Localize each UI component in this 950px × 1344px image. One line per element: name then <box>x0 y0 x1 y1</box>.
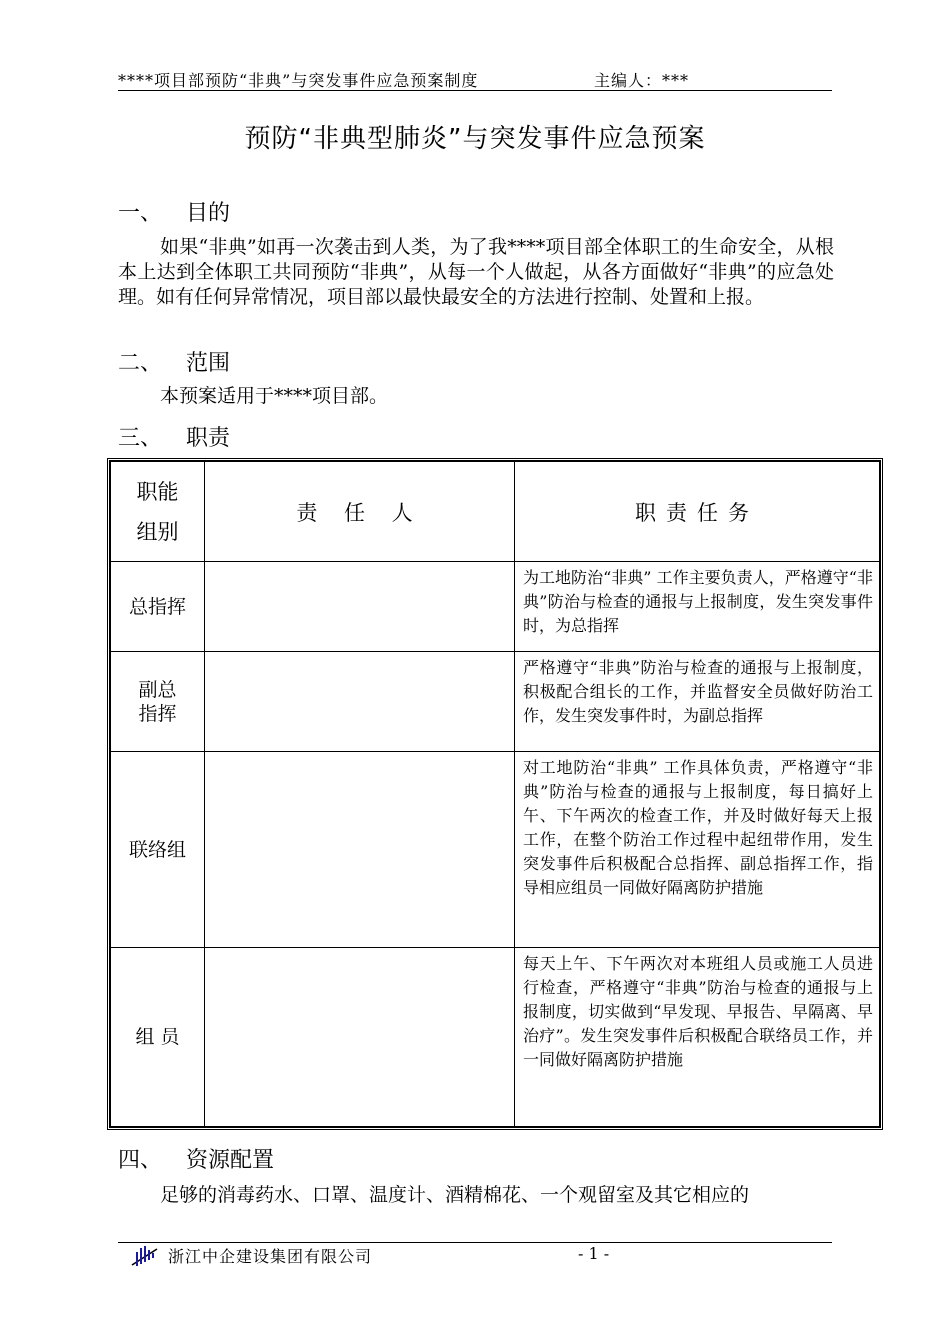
row-duty: 为工地防治“非典” 工作主要负责人，严格遵守“非典”防治与检查的通报与上报制度，发生突发事件时，为总指挥 <box>515 562 880 652</box>
row-duty: 严格遵守“非典”防治与检查的通报与上报制度，积极配合组长的工作，并监督安全员做好防治工作，发生突发事件时，为副总指挥 <box>515 652 880 752</box>
section-number: 三、 <box>118 426 163 451</box>
row-group: 总指挥 <box>111 562 205 652</box>
section-heading-scope <box>118 346 230 377</box>
header-editor: 主编人：*** <box>594 71 690 90</box>
purpose-paragraph: 如果“非典”如再一次袭击到人类，为了我****项目部全体职工的生命安全，从根本上达到全体职工共同预防“非典”，从每一个人做起，从各方面做好“非典”的应急处理。如有任何异常情况，项目部以最快最安全的方法进行控制、处置和上报。 <box>118 236 834 308</box>
company-logo-icon <box>130 1244 160 1268</box>
row-person <box>205 562 515 652</box>
row-person <box>205 652 515 752</box>
document-title: 预防“非典型肺炎”与突发事件应急预案 <box>244 124 706 154</box>
section-heading-purpose <box>118 196 230 227</box>
footer-page-number: - 1 - <box>578 1244 610 1263</box>
header-group: 职能 组别 <box>111 462 205 562</box>
page-header <box>118 66 832 91</box>
section-title: 范围 <box>186 351 231 376</box>
row-duty: 对工地防治“非典” 工作具体负责，严格遵守“非典”防治与检查的通报与上报制度，每日搞好上午、下午两次的检查工作，并及时做好每天上报工作，在整个防治工作过程中起纽带作用，发生突发事件后积极配合总指挥、副总指挥工作，指导相应组员一同做好隔离防护措施 <box>515 752 880 948</box>
row-group: 组 员 <box>111 948 205 1127</box>
table-row <box>111 948 880 1127</box>
table-row <box>111 652 880 752</box>
table-row <box>111 562 880 652</box>
section-title: 资源配置 <box>186 1148 275 1173</box>
row-person <box>205 948 515 1127</box>
scope-paragraph: 本预案适用于****项目部。 <box>160 385 389 407</box>
header-duty: 职责任务 <box>515 462 880 562</box>
row-duty: 每天上午、下午两次对本班组人员或施工人员进行检查，严格遵守“非典”防治与检查的通报与上报制度，切实做到“早发现、早报告、早隔离、早治疗”。发生突发事件后积极配合联络员工作，并一同做好隔离防护措施 <box>515 948 880 1127</box>
footer-company-name: 浙江中企建设集团有限公司 <box>168 1247 373 1266</box>
row-group: 联络组 <box>111 752 205 948</box>
table-row <box>111 752 880 948</box>
section-number: 一、 <box>118 201 163 226</box>
table-header-row <box>111 462 880 562</box>
row-person <box>205 752 515 948</box>
section-number: 四、 <box>118 1148 163 1173</box>
section-heading-resources <box>118 1143 274 1174</box>
resources-paragraph: 足够的消毒药水、口罩、温度计、酒精棉花、一个观留室及其它相应的 <box>160 1184 750 1206</box>
header-person: 责 任 人 <box>205 462 515 562</box>
section-title: 目的 <box>186 201 231 226</box>
duty-table <box>107 458 883 1130</box>
header-doc-name: ****项目部预防“非典”与突发事件应急预案制度 <box>118 71 479 90</box>
section-number: 二、 <box>118 351 163 376</box>
section-heading-duties <box>118 421 230 452</box>
row-group: 副总指挥 <box>111 652 205 752</box>
section-title: 职责 <box>186 426 231 451</box>
footer-rule <box>118 1242 832 1243</box>
